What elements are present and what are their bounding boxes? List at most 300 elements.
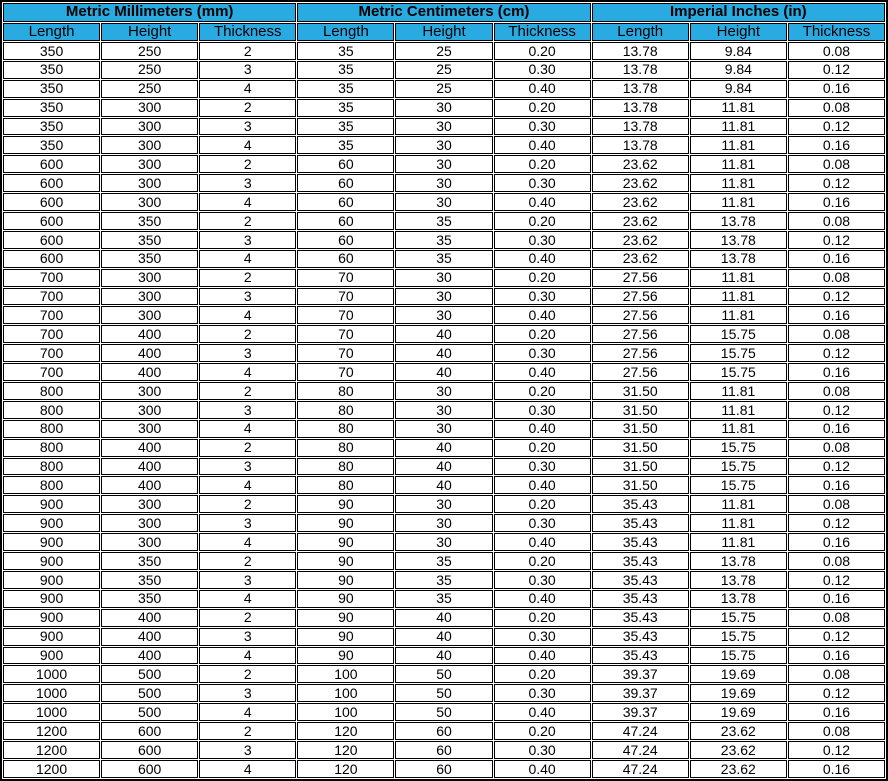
cell: 35.43 [592, 647, 689, 665]
cell: 2 [199, 269, 296, 287]
cell: 40 [395, 325, 492, 343]
cell: 0.40 [494, 703, 591, 721]
cell: 11.81 [690, 174, 787, 192]
cell: 0.12 [788, 344, 885, 362]
cell: 0.30 [494, 118, 591, 136]
cell: 47.24 [592, 722, 689, 740]
cell: 11.81 [690, 99, 787, 117]
group-header-metric-millimeters: Metric Millimeters (mm) [3, 3, 296, 22]
cell: 60 [297, 231, 394, 249]
cell: 0.08 [788, 665, 885, 683]
cell: 0.40 [494, 476, 591, 494]
cell: 19.69 [690, 703, 787, 721]
cell: 700 [3, 325, 100, 343]
cell: 3 [199, 231, 296, 249]
cell: 50 [395, 684, 492, 702]
cell: 0.16 [788, 647, 885, 665]
cell: 90 [297, 514, 394, 532]
cell: 25 [395, 42, 492, 60]
cell: 350 [101, 590, 198, 608]
cell: 31.50 [592, 382, 689, 400]
cell: 15.75 [690, 344, 787, 362]
table-row [3, 99, 885, 117]
table-row [3, 590, 885, 608]
cell: 15.75 [690, 458, 787, 476]
cell: 0.20 [494, 212, 591, 230]
cell: 300 [101, 174, 198, 192]
table-row [3, 703, 885, 721]
cell: 0.12 [788, 741, 885, 759]
cell: 80 [297, 439, 394, 457]
cell: 3 [199, 174, 296, 192]
cell: 0.08 [788, 325, 885, 343]
cell: 800 [3, 401, 100, 419]
cell: 0.20 [494, 155, 591, 173]
cell: 39.37 [592, 703, 689, 721]
cell: 11.81 [690, 401, 787, 419]
cell: 13.78 [690, 231, 787, 249]
cell: 23.62 [592, 212, 689, 230]
cell: 400 [101, 628, 198, 646]
table-row [3, 552, 885, 570]
cell: 100 [297, 703, 394, 721]
cell: 0.08 [788, 269, 885, 287]
cell: 400 [101, 458, 198, 476]
cell: 400 [101, 344, 198, 362]
column-header-length: Length [3, 23, 100, 42]
cell: 0.08 [788, 42, 885, 60]
cell: 3 [199, 344, 296, 362]
cell: 0.16 [788, 590, 885, 608]
cell: 0.30 [494, 288, 591, 306]
cell: 30 [395, 288, 492, 306]
cell: 35 [297, 136, 394, 154]
cell: 80 [297, 476, 394, 494]
cell: 900 [3, 590, 100, 608]
cell: 600 [101, 741, 198, 759]
cell: 350 [3, 61, 100, 79]
cell: 90 [297, 533, 394, 551]
cell: 3 [199, 288, 296, 306]
cell: 0.40 [494, 533, 591, 551]
cell: 23.62 [690, 722, 787, 740]
table-row [3, 741, 885, 759]
cell: 23.62 [690, 760, 787, 778]
cell: 31.50 [592, 476, 689, 494]
cell: 600 [3, 155, 100, 173]
cell: 1000 [3, 665, 100, 683]
cell: 0.08 [788, 609, 885, 627]
cell: 35.43 [592, 571, 689, 589]
cell: 0.30 [494, 514, 591, 532]
cell: 35 [297, 42, 394, 60]
cell: 23.62 [592, 155, 689, 173]
cell: 0.16 [788, 533, 885, 551]
cell: 50 [395, 703, 492, 721]
cell: 350 [101, 571, 198, 589]
cell: 35.43 [592, 495, 689, 513]
cell: 15.75 [690, 628, 787, 646]
cell: 31.50 [592, 439, 689, 457]
cell: 1000 [3, 703, 100, 721]
cell: 80 [297, 458, 394, 476]
cell: 0.16 [788, 136, 885, 154]
cell: 60 [297, 193, 394, 211]
cell: 4 [199, 193, 296, 211]
cell: 11.81 [690, 533, 787, 551]
cell: 13.78 [592, 42, 689, 60]
cell: 13.78 [592, 61, 689, 79]
cell: 700 [3, 344, 100, 362]
cell: 35.43 [592, 533, 689, 551]
cell: 0.12 [788, 231, 885, 249]
column-header-thickness: Thickness [788, 23, 885, 42]
cell: 700 [3, 306, 100, 324]
cell: 0.12 [788, 61, 885, 79]
cell: 15.75 [690, 647, 787, 665]
cell: 35.43 [592, 590, 689, 608]
cell: 0.30 [494, 61, 591, 79]
cell: 0.30 [494, 344, 591, 362]
table-row [3, 363, 885, 381]
cell: 0.20 [494, 325, 591, 343]
cell: 0.20 [494, 495, 591, 513]
cell: 13.78 [690, 212, 787, 230]
cell: 13.78 [592, 136, 689, 154]
cell: 13.78 [690, 552, 787, 570]
cell: 0.30 [494, 174, 591, 192]
cell: 0.30 [494, 458, 591, 476]
cell: 300 [101, 382, 198, 400]
table-body [3, 42, 885, 778]
column-header-thickness: Thickness [494, 23, 591, 42]
table-row [3, 495, 885, 513]
cell: 13.78 [690, 590, 787, 608]
cell: 40 [395, 647, 492, 665]
cell: 0.30 [494, 741, 591, 759]
cell: 40 [395, 458, 492, 476]
cell: 0.40 [494, 647, 591, 665]
cell: 2 [199, 665, 296, 683]
cell: 0.16 [788, 760, 885, 778]
cell: 23.62 [592, 231, 689, 249]
cell: 60 [297, 174, 394, 192]
cell: 9.84 [690, 80, 787, 98]
cell: 27.56 [592, 269, 689, 287]
cell: 70 [297, 344, 394, 362]
cell: 15.75 [690, 325, 787, 343]
cell: 0.16 [788, 193, 885, 211]
table-row [3, 647, 885, 665]
cell: 0.16 [788, 703, 885, 721]
cell: 50 [395, 665, 492, 683]
cell: 11.81 [690, 193, 787, 211]
cell: 15.75 [690, 609, 787, 627]
cell: 4 [199, 250, 296, 268]
table-row [3, 212, 885, 230]
cell: 70 [297, 363, 394, 381]
cell: 27.56 [592, 344, 689, 362]
cell: 0.20 [494, 665, 591, 683]
cell: 11.81 [690, 155, 787, 173]
cell: 0.12 [788, 458, 885, 476]
cell: 13.78 [690, 250, 787, 268]
cell: 0.40 [494, 250, 591, 268]
cell: 100 [297, 665, 394, 683]
table-row [3, 533, 885, 551]
cell: 0.16 [788, 250, 885, 268]
cell: 400 [101, 609, 198, 627]
cell: 1200 [3, 722, 100, 740]
cell: 90 [297, 609, 394, 627]
cell: 2 [199, 495, 296, 513]
cell: 30 [395, 136, 492, 154]
cell: 900 [3, 514, 100, 532]
cell: 0.08 [788, 552, 885, 570]
cell: 2 [199, 155, 296, 173]
cell: 23.62 [592, 250, 689, 268]
cell: 2 [199, 439, 296, 457]
cell: 800 [3, 458, 100, 476]
cell: 350 [101, 250, 198, 268]
cell: 35 [297, 99, 394, 117]
cell: 47.24 [592, 760, 689, 778]
table-row [3, 118, 885, 136]
cell: 9.84 [690, 42, 787, 60]
cell: 700 [3, 269, 100, 287]
table-row [3, 665, 885, 683]
cell: 120 [297, 722, 394, 740]
cell: 0.20 [494, 552, 591, 570]
cell: 700 [3, 288, 100, 306]
cell: 9.84 [690, 61, 787, 79]
cell: 11.81 [690, 306, 787, 324]
cell: 300 [101, 306, 198, 324]
cell: 0.16 [788, 306, 885, 324]
cell: 30 [395, 514, 492, 532]
cell: 300 [101, 269, 198, 287]
cell: 35.43 [592, 628, 689, 646]
table-row [3, 42, 885, 60]
cell: 60 [395, 741, 492, 759]
cell: 0.40 [494, 363, 591, 381]
table-row [3, 288, 885, 306]
cell: 11.81 [690, 514, 787, 532]
cell: 300 [101, 514, 198, 532]
cell: 30 [395, 401, 492, 419]
cell: 35.43 [592, 514, 689, 532]
cell: 1200 [3, 760, 100, 778]
cell: 30 [395, 99, 492, 117]
cell: 80 [297, 382, 394, 400]
table-row [3, 269, 885, 287]
table-row [3, 476, 885, 494]
cell: 350 [3, 118, 100, 136]
cell: 300 [101, 533, 198, 551]
cell: 90 [297, 571, 394, 589]
cell: 0.08 [788, 495, 885, 513]
cell: 400 [101, 647, 198, 665]
column-header-thickness: Thickness [199, 23, 296, 42]
cell: 0.40 [494, 420, 591, 438]
column-header-row [3, 23, 885, 42]
cell: 39.37 [592, 684, 689, 702]
cell: 1000 [3, 684, 100, 702]
cell: 0.08 [788, 722, 885, 740]
cell: 300 [101, 495, 198, 513]
cell: 0.30 [494, 628, 591, 646]
table-row [3, 306, 885, 324]
cell: 0.08 [788, 99, 885, 117]
cell: 40 [395, 609, 492, 627]
cell: 0.16 [788, 80, 885, 98]
table-row [3, 684, 885, 702]
cell: 300 [101, 420, 198, 438]
cell: 300 [101, 118, 198, 136]
cell: 300 [101, 99, 198, 117]
cell: 15.75 [690, 439, 787, 457]
table-row [3, 80, 885, 98]
cell: 4 [199, 590, 296, 608]
column-header-length: Length [297, 23, 394, 42]
cell: 30 [395, 155, 492, 173]
cell: 0.40 [494, 590, 591, 608]
cell: 90 [297, 552, 394, 570]
cell: 27.56 [592, 306, 689, 324]
cell: 900 [3, 609, 100, 627]
table-row [3, 458, 885, 476]
cell: 70 [297, 306, 394, 324]
cell: 0.16 [788, 476, 885, 494]
column-header-height: Height [395, 23, 492, 42]
table-row [3, 231, 885, 249]
cell: 13.78 [592, 80, 689, 98]
cell: 900 [3, 495, 100, 513]
cell: 0.12 [788, 684, 885, 702]
cell: 40 [395, 628, 492, 646]
cell: 90 [297, 495, 394, 513]
cell: 400 [101, 363, 198, 381]
cell: 3 [199, 571, 296, 589]
cell: 300 [101, 401, 198, 419]
cell: 3 [199, 628, 296, 646]
cell: 700 [3, 363, 100, 381]
column-header-height: Height [101, 23, 198, 42]
cell: 2 [199, 382, 296, 400]
cell: 35.43 [592, 552, 689, 570]
cell: 1200 [3, 741, 100, 759]
cell: 39.37 [592, 665, 689, 683]
cell: 0.12 [788, 571, 885, 589]
cell: 300 [101, 288, 198, 306]
table-row [3, 250, 885, 268]
cell: 600 [3, 212, 100, 230]
table-row [3, 514, 885, 532]
cell: 15.75 [690, 476, 787, 494]
cell: 900 [3, 628, 100, 646]
cell: 0.20 [494, 609, 591, 627]
cell: 35 [395, 212, 492, 230]
cell: 35 [395, 231, 492, 249]
cell: 80 [297, 420, 394, 438]
cell: 500 [101, 703, 198, 721]
cell: 100 [297, 684, 394, 702]
cell: 2 [199, 42, 296, 60]
cell: 70 [297, 288, 394, 306]
cell: 600 [3, 231, 100, 249]
cell: 35 [395, 590, 492, 608]
column-header-height: Height [690, 23, 787, 42]
cell: 90 [297, 590, 394, 608]
table-row [3, 420, 885, 438]
cell: 3 [199, 741, 296, 759]
cell: 0.08 [788, 155, 885, 173]
cell: 0.30 [494, 401, 591, 419]
table-row [3, 193, 885, 211]
cell: 4 [199, 647, 296, 665]
cell: 13.78 [592, 99, 689, 117]
cell: 60 [297, 155, 394, 173]
cell: 3 [199, 514, 296, 532]
cell: 70 [297, 325, 394, 343]
cell: 35 [395, 571, 492, 589]
cell: 800 [3, 420, 100, 438]
cell: 47.24 [592, 741, 689, 759]
cell: 23.62 [592, 193, 689, 211]
column-header-length: Length [592, 23, 689, 42]
cell: 40 [395, 439, 492, 457]
cell: 90 [297, 628, 394, 646]
group-header-metric-centimeters: Metric Centimeters (cm) [297, 3, 590, 22]
cell: 0.12 [788, 174, 885, 192]
table-row [3, 155, 885, 173]
cell: 11.81 [690, 136, 787, 154]
cell: 3 [199, 401, 296, 419]
table-row [3, 401, 885, 419]
cell: 0.30 [494, 684, 591, 702]
cell: 600 [3, 193, 100, 211]
cell: 35 [395, 552, 492, 570]
cell: 500 [101, 665, 198, 683]
cell: 4 [199, 533, 296, 551]
cell: 13.78 [690, 571, 787, 589]
cell: 350 [3, 80, 100, 98]
cell: 11.81 [690, 269, 787, 287]
cell: 3 [199, 61, 296, 79]
cell: 19.69 [690, 684, 787, 702]
cell: 30 [395, 306, 492, 324]
cell: 800 [3, 439, 100, 457]
cell: 350 [3, 136, 100, 154]
cell: 4 [199, 363, 296, 381]
cell: 300 [101, 193, 198, 211]
cell: 2 [199, 212, 296, 230]
cell: 350 [3, 42, 100, 60]
cell: 0.20 [494, 382, 591, 400]
cell: 23.62 [690, 741, 787, 759]
cell: 0.12 [788, 514, 885, 532]
cell: 0.20 [494, 269, 591, 287]
cell: 23.62 [592, 174, 689, 192]
cell: 600 [3, 174, 100, 192]
table-row [3, 722, 885, 740]
cell: 0.20 [494, 99, 591, 117]
cell: 31.50 [592, 458, 689, 476]
cell: 0.30 [494, 231, 591, 249]
cell: 0.30 [494, 571, 591, 589]
table-row [3, 628, 885, 646]
cell: 0.20 [494, 439, 591, 457]
